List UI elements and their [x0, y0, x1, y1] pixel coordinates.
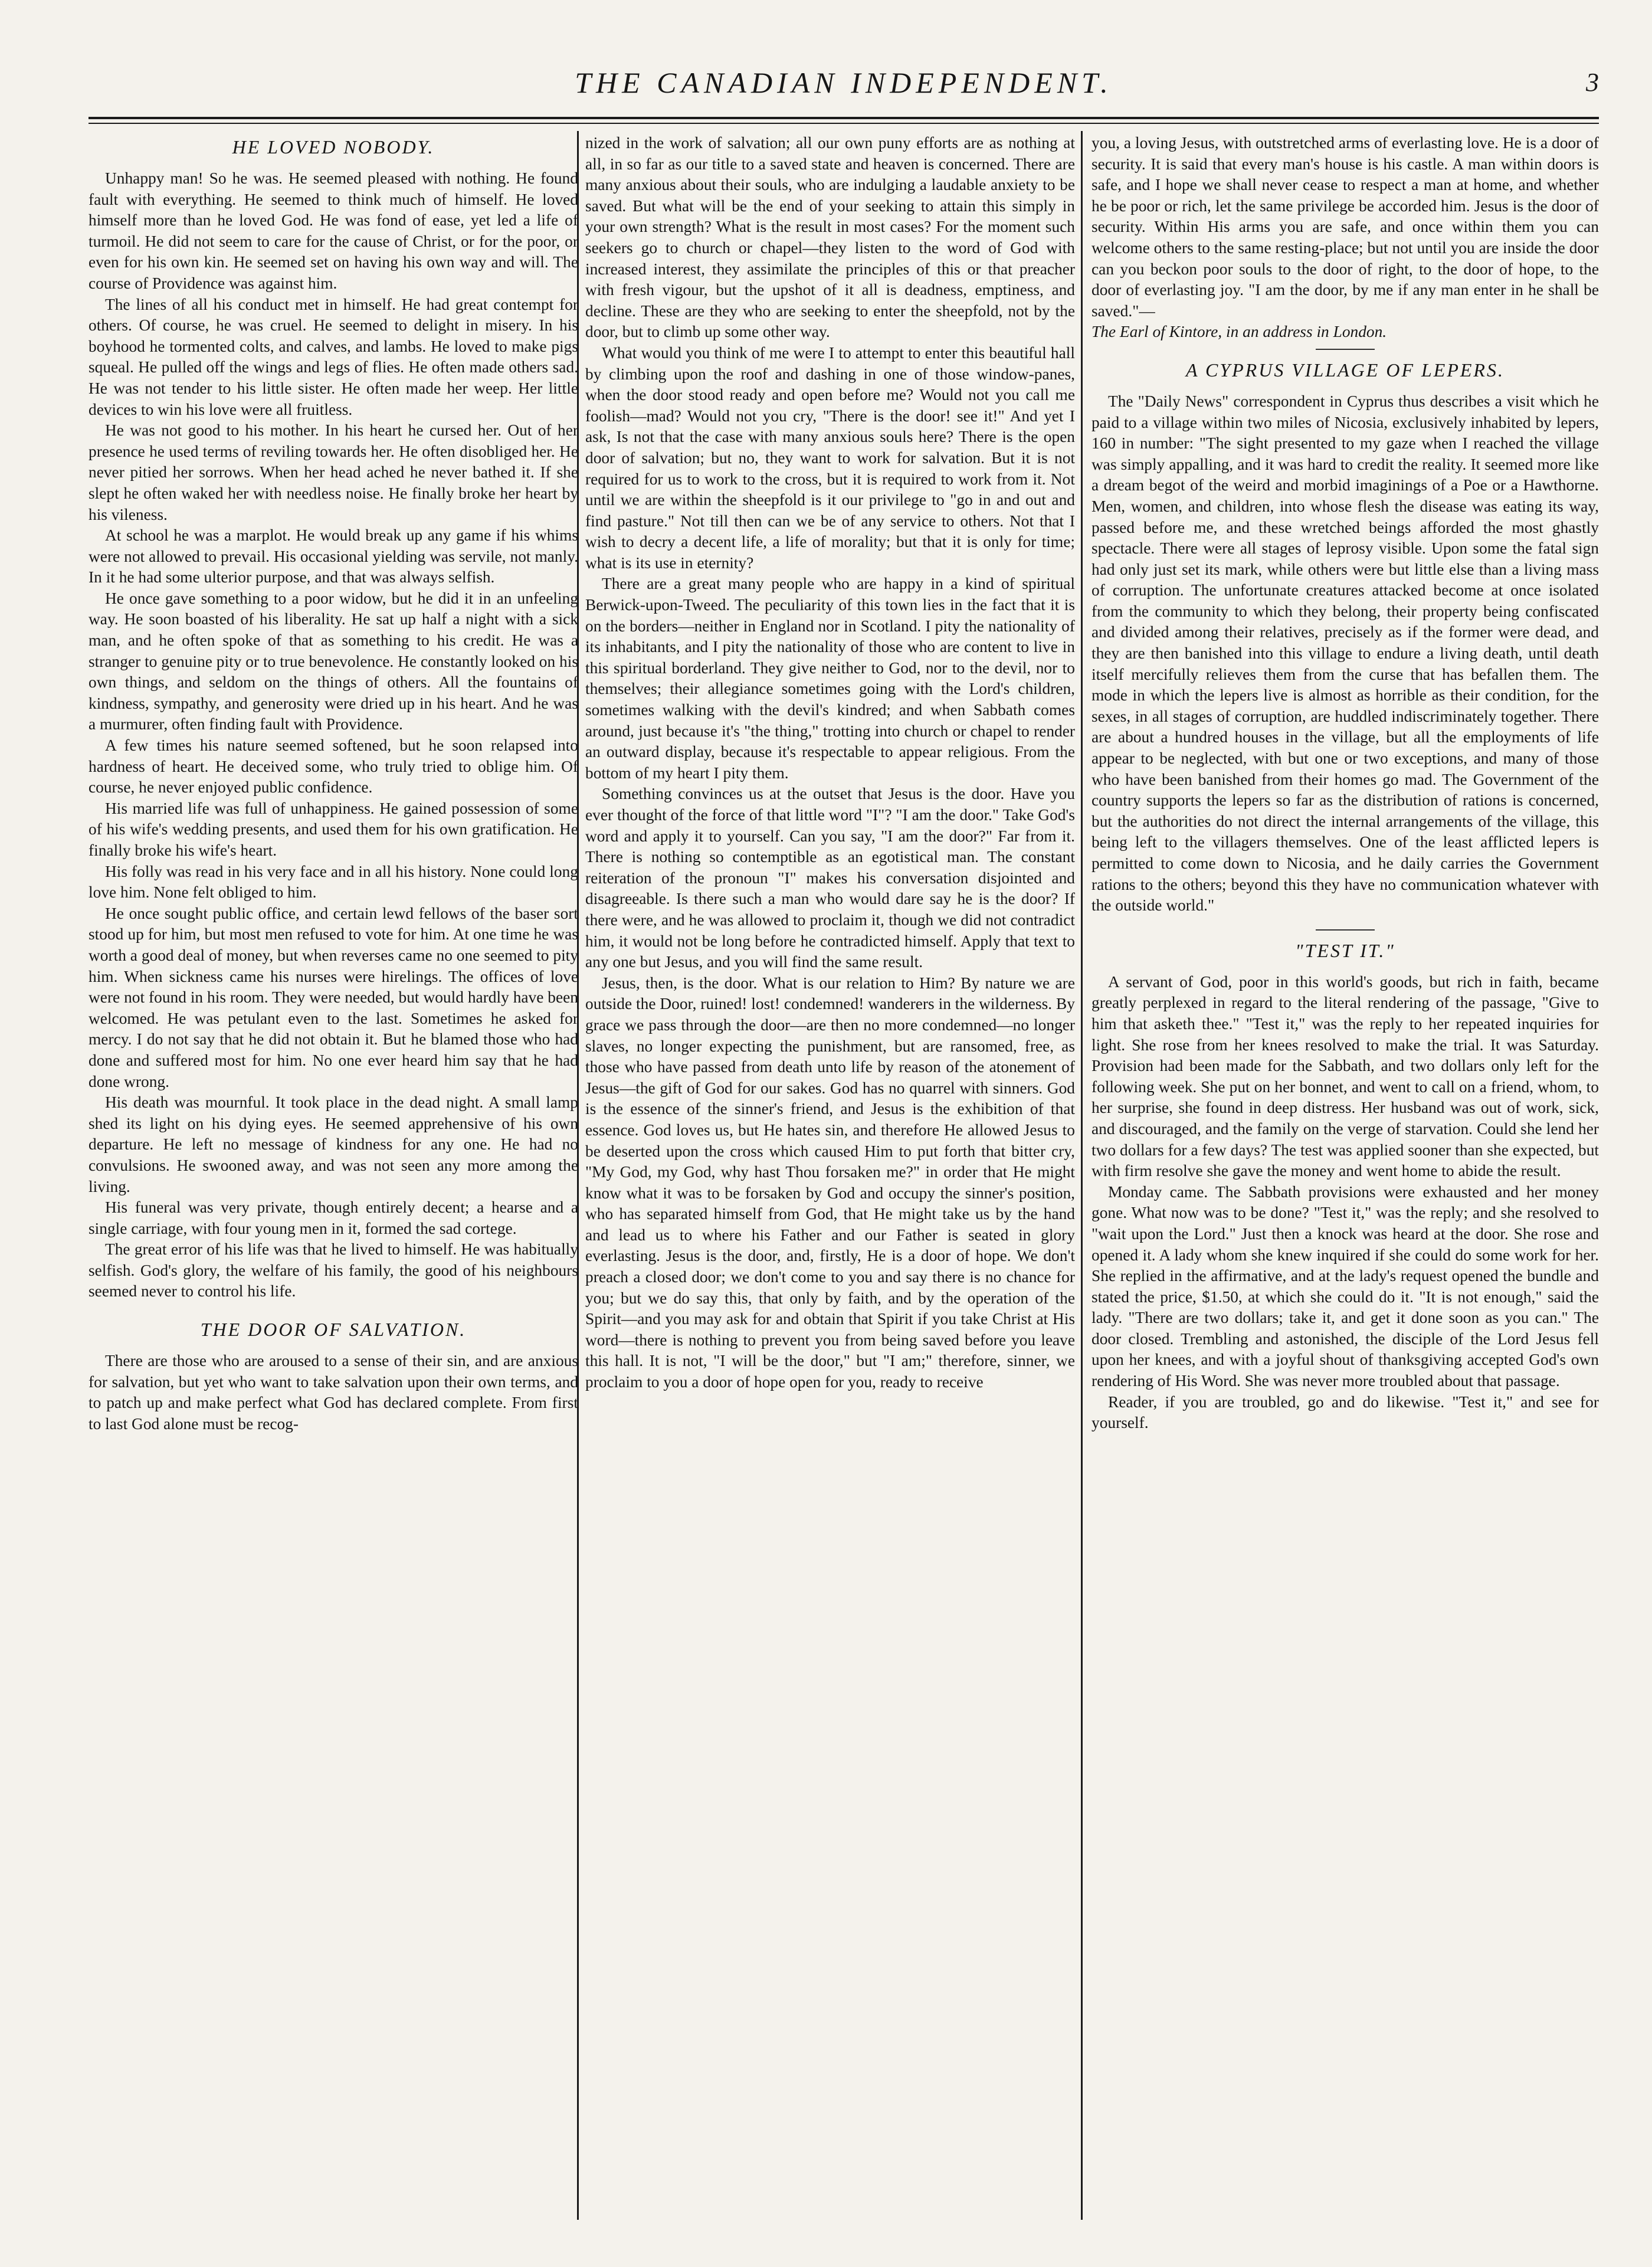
article-separator	[1316, 929, 1375, 931]
masthead	[88, 65, 1599, 112]
column-2	[585, 133, 1075, 2230]
page-number: 3	[1586, 68, 1599, 97]
paragraph: The lines of all his conduct met in himself. He had great contempt for others. Of course, he was cruel. He seemed to delight in misery. In his boyhood he tormented colts, and calves, and lambs. He loved to make pigs squeal. He pulled off the wings and legs of flies. He often made others sad. He was not tender to his little sister. He often made her weep. Her little devices to win his love were all fruitless.	[88, 295, 578, 418]
article-title-door-of-salvation: THE DOOR OF SALVATION.	[200, 1319, 467, 1341]
paragraph: His married life was full of unhappiness. He gained possession of some of his wife's wedding presents, and used them for his own gratification. He finally broke his wife's heart.	[88, 799, 578, 859]
paragraph: you, a loving Jesus, with outstretched arms of everlasting love. He is a door of security. It is said that every man's house is his castle. A man within doors is safe, and I hope we shall never cease to respect a man at home, and whether he be poor or rich, let the same privilege be accorded him. Jesus is the door of security. Within His arms you are safe, and once within them you can welcome others to the same resting-place; but not until you are inside the door can you beckon poor souls to the door of right, to the door of hope, to the door of everlasting joy. "I am the door, by me if any man enter in he shall be saved."—	[1092, 134, 1599, 320]
paragraph: There are those who are aroused to a sense of their sin, and are anxious for salvation, but yet who want to take salvation upon their own terms, and to patch up and make perfect what God has declared complete. From first to last God alone must be recog-	[88, 1352, 578, 1433]
paragraph: What would you think of me were I to attempt to enter this beautiful hall by climbing upon the roof and dashing in one of those window-panes, when the door stood ready and open before me? Would not you call me foolish—mad? Would not you cry, "There is the door! see it!" And yet I ask, Is not that the case with many anxious souls here? There is the open door of salvation; but no, they want to work for salvation. But it is not required for us to work to the cross, but it is required to work from it. Not until we are within the sheepfold is it our privilege to "go in and out and find pasture." Not till then can we be of any service to others. Not that I wish to decry a decent life, a life of morality; but that it is only for time; what is its use in eternity?	[585, 343, 1075, 572]
newspaper-title: THE CANADIAN INDEPENDENT.	[575, 66, 1113, 99]
paragraph: At school he was a marplot. He would break up any game if his whims were not allowed to prevail. His occasional yielding was servile, not manly. In it he had some ulterior purpose, and that was always selfish.	[88, 526, 578, 587]
paragraph: His death was mournful. It took place in the dead night. A small lamp shed its light on his dying eyes. He seemed apprehensive of his own departure. He left no message of kindness for any one. He had no convulsions. He swooned away, and was not seen any more among the living.	[88, 1093, 578, 1195]
paragraph: He was not good to his mother. In his heart he cursed her. Out of her presence he used terms of reviling towards her. He often disobliged her. He never pitied her sorrows. When her head ached he never bathed it. If she slept he often waked her with needless noise. He finally broke her heart by his vileness.	[88, 421, 578, 523]
paragraph: A few times his nature seemed softened, but he soon relapsed into hardness of heart. He deceived some, who truly tried to oblige him. Of course, he never enjoyed public confidence.	[88, 736, 578, 797]
paragraph: A servant of God, poor in this world's goods, but rich in faith, became greatly perplexed in regard to the literal rendering of the passage, "Give to him that asketh thee." "Test it," was the reply to her repeated inquiries for light. She rose from her knees resolved to make the trial. It was Saturday. Provision had been made for the Sabbath, and two dollars only left for the following week. She put on her bonnet, and went to call on a friend, whom, to her surprise, she found in deep distress. Her husband was out of work, sick, and discouraged, and the family on the verge of starvation. Could she lend her two dollars for a few days? The test was applied sooner than she expected, but with firm resolve she gave the money and went home to abide the result.	[1092, 972, 1599, 1180]
paragraph: nized in the work of salvation; all our own puny efforts are as nothing at all, in so far as our title to a saved state and heaven is concerned. There are many anxious about their souls, who are indulging a laudable anxiety to be saved. But what will be the end of your seeking to attain this simply in your own strength? What is the result in most cases? For the moment such seekers go to church or chapel—they listen to the word of God with increased interest, they assimilate the principles of this or that preacher with fresh vigour, but the upshot of it all is deadness, emptiness, and decline. These are they who are seeking to enter the sheepfold, not by the door, but to climb up some other way.	[585, 134, 1075, 341]
masthead-rule-thin	[88, 123, 1599, 124]
paragraph: Something convinces us at the outset that Jesus is the door. Have you ever thought of the force of that little word "I"? "I am the door." Take God's word and apply it to yourself. Can you say, "I am the door?" Far from it. There is nothing so contemptible as an egotistical man. The constant reiteration of the pronoun "I" makes his conversation disjointed and disagreeable. Is there such a man who would dare say he is the door? If there were, and he was allowed to proclaim it, though we did not contradict him, it would not be long before he contradicted himself. Apply that text to any one but Jesus, and you will find the same result.	[585, 785, 1075, 971]
article-title-he-loved-nobody: HE LOVED NOBODY.	[232, 136, 435, 158]
paragraph: The "Daily News" correspondent in Cyprus thus describes a visit which he paid to a village within two miles of Nicosia, exclusively inhabited by lepers, 160 in number: "The sight presented to my gaze when I reached the village was simply appalling, and it was hard to credit the reality. It seemed more like a dream begot of the weird and morbid imaginings of a Poe or a Hawthorne. Men, women, and children, into whose flesh the disease was eating its way, passed before me, and these wretched beings afforded the most ghastly spectacle. There were all stages of leprosy visible. Upon some the fatal sign had only just set its mark, while others were but little else than a living mass of corruption. The unfortunate creatures attacked become at once isolated from the community to which they belong, their property being confiscated and divided among their relatives, precisely as if the former were dead, and they are then banished into this village to endure a living death, until death itself mercifully relieves them from the curse that has befallen them. The mode in which the lepers live is almost as horrible as their condition, for the sexes, in all stages of corruption, are huddled indiscriminately together. There are about a hundred houses in the village, but all the employments of life appear to be neglected, with but one or two exceptions, and many of those who have been banished from their homes go mad. The Government of the country supports the lepers so far as the distribution of rations is concerned, but the authorities do not direct the internal arrangements of the village, this being left to the villagers themselves. One of the least afflicted lepers is permitted to come down to Nicosia, and he daily carries the Government rations to the others; beyond this they have no communication whatever with the outside world."	[1092, 392, 1599, 915]
column-3	[1092, 133, 1599, 2230]
paragraph: Unhappy man! So he was. He seemed pleased with nothing. He found fault with everything. He seemed to think much of himself. He loved himself more than he loved God. He was fond of ease, yet led a life of turmoil. He did not seem to care for the cause of Christ, or for the poor, or even for his own kin. He seemed set on having his own way and will. The course of Providence was against him.	[88, 169, 578, 292]
article-title-test-it: "TEST IT."	[1295, 939, 1395, 961]
column-divider-2	[1081, 131, 1083, 2220]
paragraph: Reader, if you are troubled, go and do likewise. "Test it," and see for yourself.	[1092, 1393, 1599, 1432]
paragraph: The great error of his life was that he lived to himself. He was habitually selfish. God's glory, the welfare of his family, the good of his neighbours seemed never to control his life.	[88, 1240, 578, 1300]
paragraph: He once sought public office, and certain lewd fellows of the baser sort stood up for him, but most men refused to vote for him. At one time he was worth a good deal of money, but when reverses came no one seemed to pity him. When sickness came his nurses were hirelings. The offices of love were not found in his room. They were needed, but would hardly have been welcomed. He was petulant even to the last. Sometimes he asked for mercy. I do not say that he did not obtain it. But he blamed those who had done and suffered most for him. No one ever heard him say that he had done wrong.	[88, 904, 578, 1090]
paragraph: There are a great many people who are happy in a kind of spiritual Berwick-upon-Tweed. The peculiarity of this town lies in the fact that it is on the borders—neither in England nor in Scotland. I pity the nationality of its inhabitants, and I pity the nationality of those who are content to live in this spiritual borderland. They give neither to God, nor to the devil, nor to themselves; their allegiance sometimes going with the Lord's children, sometimes walking with the devil's kindred; and when Sabbath comes around, just because it's "the thing," trotting into church or chapel to render an outward display, because it's respectable to appear religious. From the bottom of my heart I pity them.	[585, 575, 1075, 782]
article-title-cyprus-village: A CYPRUS VILLAGE OF LEPERS.	[1186, 359, 1504, 381]
article-credit: The Earl of Kintore, in an address in London.	[1092, 323, 1387, 341]
paragraph: His folly was read in his very face and in all his history. None could long love him. None felt obliged to him.	[88, 862, 578, 902]
article-separator	[1316, 349, 1375, 350]
masthead-rule-thick	[88, 117, 1599, 119]
paragraph: Monday came. The Sabbath provisions were exhausted and her money gone. What now was to be done? "Test it," was the reply; and she resolved to "wait upon the Lord." Just then a knock was heard at the door. She rose and opened it. A lady whom she knew inquired if she could do some work for her. She replied in the affirmative, and at the lady's request opened the bundle and stated the price, $1.50, at which she could do it. "It is not enough," said the lady. "There are two dollars; take it, and get it done soon as you can." The door closed. Trembling and astonished, the disciple of the Lord Jesus fell upon her knees, and with a joyful shout of thanksgiving accepted God's own rendering of His Word. She was never more troubled about that passage.	[1092, 1182, 1599, 1390]
paragraph: His funeral was very private, though entirely decent; a hearse and a single carriage, with four young men in it, formed the sad cortege.	[88, 1198, 578, 1237]
paragraph: Jesus, then, is the door. What is our relation to Him? By nature we are outside the Door, ruined! lost! condemned! wanderers in the wilderness. By grace we pass through the door—are then no more condemned—no longer slaves, no longer expecting the punishment, but are ransomed, free, as those who have passed from death unto life by reason of the atonement of Jesus—the gift of God for our sakes. God has no quarrel with sinners. God is the essence of the sinner's friend, and Jesus is the exhibition of that essence. God loves us, but He hates sin, and therefore He allowed Jesus to be deserted upon the cross which caused Him to put forth that bitter cry, "My God, my God, why hast Thou forsaken me?" in order that He might know what it was to be forsaken by God and occupy the sinner's position, who has separated himself from God, that He might take us by the hand and lead us to where his Father and our Father is seated in glory everlasting. Jesus is the door, and, firstly, He is a door of hope. We don't preach a closed door; we don't come to you and say there is no chance for you; but we do say this, that only by faith, and by the operation of the Spirit—and you may ask for and obtain that Spirit if you take Christ at His word—there is nothing to prevent you from being saved before you leave this hall. It is not, "I will be the door," but "I am;" therefore, sinner, we proclaim to you a door of hope open for you, ready to receive	[585, 974, 1075, 1391]
column-1	[88, 133, 578, 2230]
paragraph: He once gave something to a poor widow, but he did it in an unfeeling way. He soon boasted of his liberality. He sat up half a night with a sick man, and he often spoke of that as something to his credit. He was a stranger to genuine pity or to true benevolence. He constantly looked on his own things, and seldom on the things of others. All the fountains of kindness, sympathy, and generosity were dried up in his heart. And he was a murmurer, often finding fault with Providence.	[88, 589, 578, 733]
